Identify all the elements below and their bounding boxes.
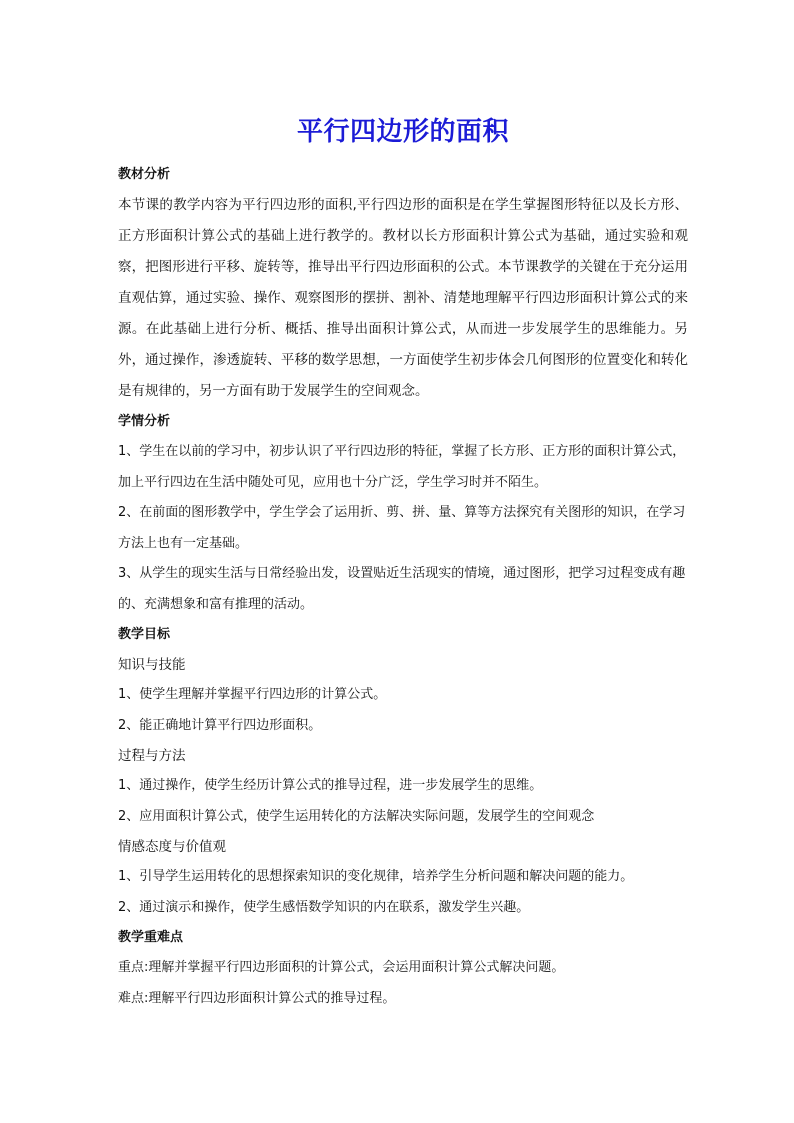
difficult-point: 难点:理解平行四边形面积计算公式的推导过程。 [118, 990, 396, 1006]
list-item: 2、能正确地计算平行四边形面积。 [118, 717, 322, 733]
list-item: 2、通过演示和操作，使学生感悟数学知识的内在联系，激发学生兴趣。 [118, 899, 530, 915]
page-title: 平行四边形的面积 [296, 117, 509, 147]
list-item: 2、在前面的图形教学中，学生学会了运用折、剪、拼、量、算等方法探究有关图形的知识，在学习方法上也有一定基础。 [118, 505, 686, 551]
list-item: 2、应用面积计算公式，使学生运用转化的方法解决实际问题，发展学生的空间观念 [118, 808, 595, 824]
subheading-emotion-values: 情感态度与价值观 [118, 839, 226, 855]
list-item: 1、学生在以前的学习中，初步认识了平行四边形的特征，掌握了长方形、正方形的面积计算公式，加上平行四边在生活中随处可见，应用也十分广泛，学生学习时并不陌生。 [118, 444, 686, 490]
paragraph-material-analysis: 本节课的教学内容为平行四边形的面积,平行四边形的面积是在学生掌握图形特征以及长方形、正方形面积计算公式的基础上进行教学的。教材以长方形面积计算公式为基础，通过实验和观察，把图形进行平移、旋转等，推导出平行四边形面积的公式。本节课教学的关键在于充分运用直观估算，通过实验、操作、观察图形的摆拼、割补、清楚地理解平行四边形面积计算公式的来源。在此基础上进行分析、概括、推导出面积计算公式，从而进一步发展学生的思维能力。另外，通过操作，渗透旋转、平移的数学思想，一方面使学生初步体会几何图形的位置变化和转化是有规律的，另一方面有助于发展学生的空间观念。 [118, 197, 688, 399]
subheading-knowledge-skills: 知识与技能 [118, 657, 186, 673]
list-item: 1、使学生理解并掌握平行四边形的计算公式。 [118, 687, 387, 702]
document-body [118, 110, 688, 1014]
section-heading-key-difficult-points: 教学重难点 [118, 930, 184, 945]
subheading-process-methods: 过程与方法 [118, 748, 186, 764]
list-item: 1、通过操作，使学生经历计算公式的推导过程，进一步发展学生的思维。 [118, 778, 543, 793]
key-point: 重点:理解并掌握平行四边形面积的计算公式，会运用面积计算公式解决问题。 [118, 960, 565, 975]
section-heading-material-analysis: 教材分析 [118, 167, 171, 182]
section-heading-teaching-goals: 教学目标 [118, 627, 171, 642]
section-heading-student-analysis: 学情分析 [118, 414, 171, 429]
list-item: 3、从学生的现实生活与日常经验出发，设置贴近生活现实的情境，通过图形，把学习过程变成有趣的、充满想象和富有推理的活动。 [118, 566, 686, 612]
list-item: 1、引导学生运用转化的思想探索知识的变化规律，培养学生分析问题和解决问题的能力。 [118, 869, 634, 884]
